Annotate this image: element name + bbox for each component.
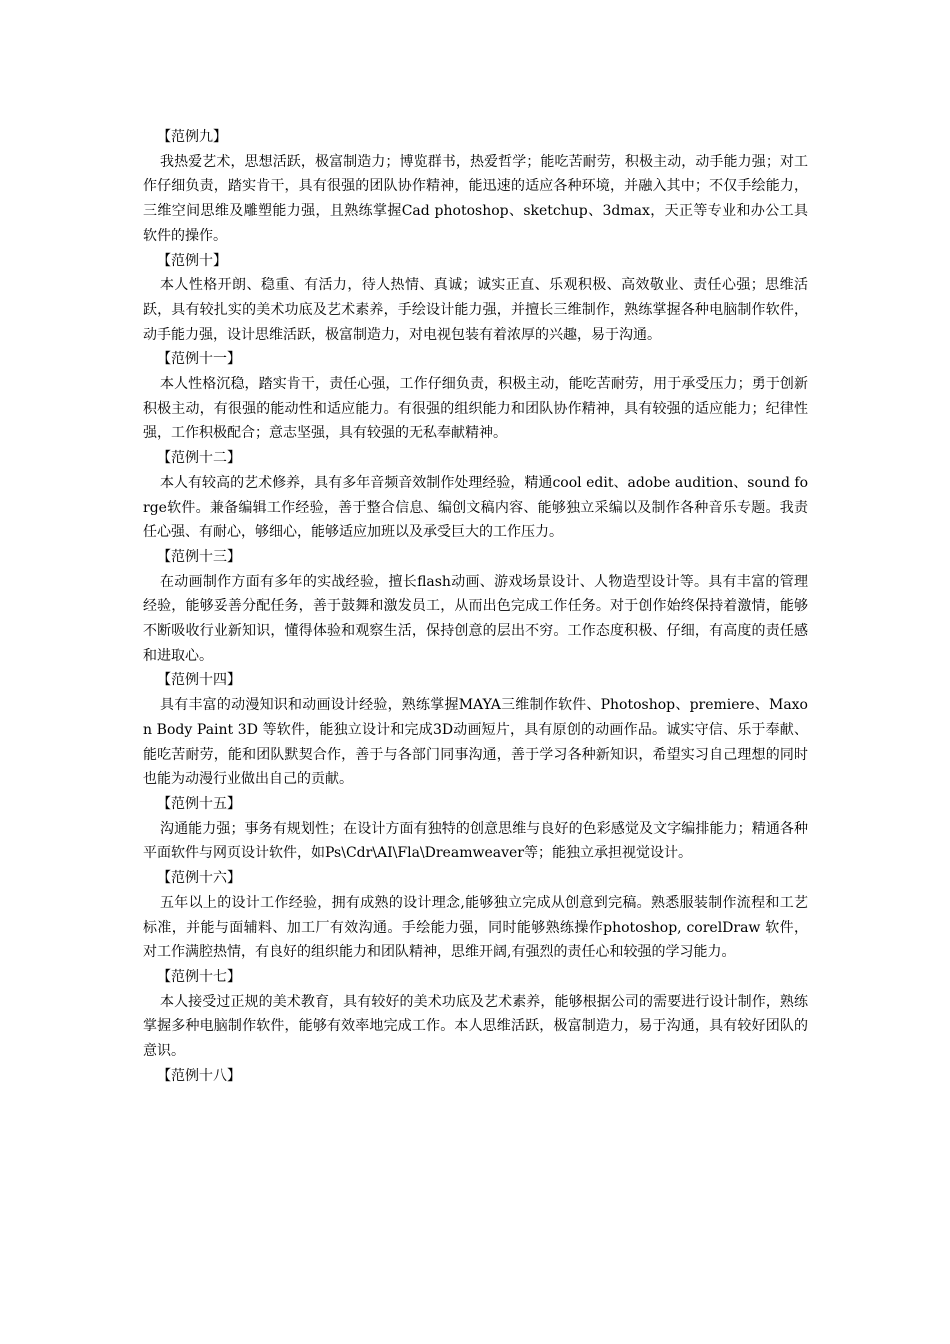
section-body: 本人有较高的艺术修养，具有多年音频音效制作处理经验，精通cool edit、adobe audition、sound forge软件。兼备编辑工作经验，善于整合信息、编创文稿内容、能够独立采编以及制作各种音乐专题。我责任心强、有耐心，够细心，能够适应加班以及承受巨大的工作压力。 bbox=[143, 474, 808, 541]
section-example-10 bbox=[143, 249, 808, 348]
section-example-14 bbox=[143, 668, 808, 792]
section-example-17 bbox=[143, 965, 808, 1064]
section-title: 【范例十六】 bbox=[157, 870, 241, 887]
section-example-16 bbox=[143, 866, 808, 965]
section-body: 五年以上的设计工作经验，拥有成熟的设计理念,能够独立完成从创意到完稿。熟悉服装制作流程和工艺标准，并能与面辅料、加工厂有效沟通。手绘能力强，同时能够熟练操作photoshop, corelDraw 软件，对工作满腔热情，有良好的组织能力和团队精神，思维开阔,有强烈的责任心和较强的学习能力。 bbox=[143, 894, 808, 961]
section-title: 【范例十四】 bbox=[157, 672, 241, 689]
section-example-13 bbox=[143, 545, 808, 669]
section-body: 在动画制作方面有多年的实战经验，擅长flash动画、游戏场景设计、人物造型设计等。具有丰富的管理经验，能够妥善分配任务，善于鼓舞和激发员工，从而出色完成工作任务。对于创作始终保持着激情，能够不断吸收行业新知识，懂得体验和观察生活，保持创意的层出不穷。工作态度积极、仔细，有高度的责任感和进取心。 bbox=[143, 573, 808, 664]
section-body: 我热爱艺术，思想活跃，极富制造力；博览群书，热爱哲学；能吃苦耐劳，积极主动，动手能力强；对工作仔细负责，踏实肯干，具有很强的团队协作精神，能迅速的适应各种环境，并融入其中；不仅手绘能力，三维空间思维及雕塑能力强，且熟练掌握Cad photoshop、sketchup、3dmax，天正等专业和办公工具软件的操作。 bbox=[143, 153, 808, 244]
section-title: 【范例十一】 bbox=[157, 351, 241, 368]
section-body: 具有丰富的动漫知识和动画设计经验，熟练掌握MAYA三维制作软件、Photoshop、premiere、Maxon Body Paint 3D 等软件，能独立设计和完成3D动画短片，具有原创的动画作品。诚实守信、乐于奉献、能吃苦耐劳，能和团队默契合作，善于与各部门同事沟通，善于学习各种新知识，希望实习自己理想的同时也能为动漫行业做出自己的贡献。 bbox=[143, 697, 808, 788]
section-title: 【范例十】 bbox=[157, 252, 227, 269]
section-example-15 bbox=[143, 792, 808, 866]
section-body: 本人性格沉稳，踏实肯干，责任心强，工作仔细负责，积极主动，能吃苦耐劳，用于承受压力；勇于创新积极主动，有很强的能动性和适应能力。有很强的组织能力和团队协作精神，具有较强的适应能力；纪律性强，工作积极配合；意志坚强，具有较强的无私奉献精神。 bbox=[143, 376, 808, 442]
section-title: 【范例十二】 bbox=[157, 450, 241, 467]
section-example-12 bbox=[143, 446, 808, 545]
section-title: 【范例九】 bbox=[157, 129, 227, 145]
section-title: 【范例十五】 bbox=[157, 795, 241, 812]
section-body: 本人接受过正规的美术教育，具有较好的美术功底及艺术素养，能够根据公司的需要进行设计制作，熟练掌握多种电脑制作软件，能够有效率地完成工作。本人思维活跃，极富制造力，易于沟通，具有较好团队的意识。 bbox=[143, 993, 808, 1060]
section-title: 【范例十八】 bbox=[157, 1067, 241, 1084]
section-example-11 bbox=[143, 347, 808, 446]
section-title: 【范例十七】 bbox=[157, 968, 241, 985]
section-title: 【范例十三】 bbox=[157, 548, 241, 565]
section-example-18 bbox=[143, 1064, 808, 1089]
document-page bbox=[143, 125, 808, 1088]
section-body: 本人性格开朗、稳重、有活力，待人热情、真诚；诚实正直、乐观积极、高效敬业、责任心强；思维活跃，具有较扎实的美术功底及艺术素养，手绘设计能力强，并擅长三维制作，熟练掌握各种电脑制作软件，动手能力强，设计思维活跃，极富制造力，对电视包装有着浓厚的兴趣，易于沟通。 bbox=[143, 277, 808, 343]
section-example-9 bbox=[143, 125, 808, 249]
section-body: 沟通能力强；事务有规划性；在设计方面有独特的创意思维与良好的色彩感觉及文字编排能力；精通各种平面软件与网页设计软件，如Ps\Cdr\AI\Fla\Dreamweaver等；能独立承担视觉设计。 bbox=[143, 820, 808, 862]
